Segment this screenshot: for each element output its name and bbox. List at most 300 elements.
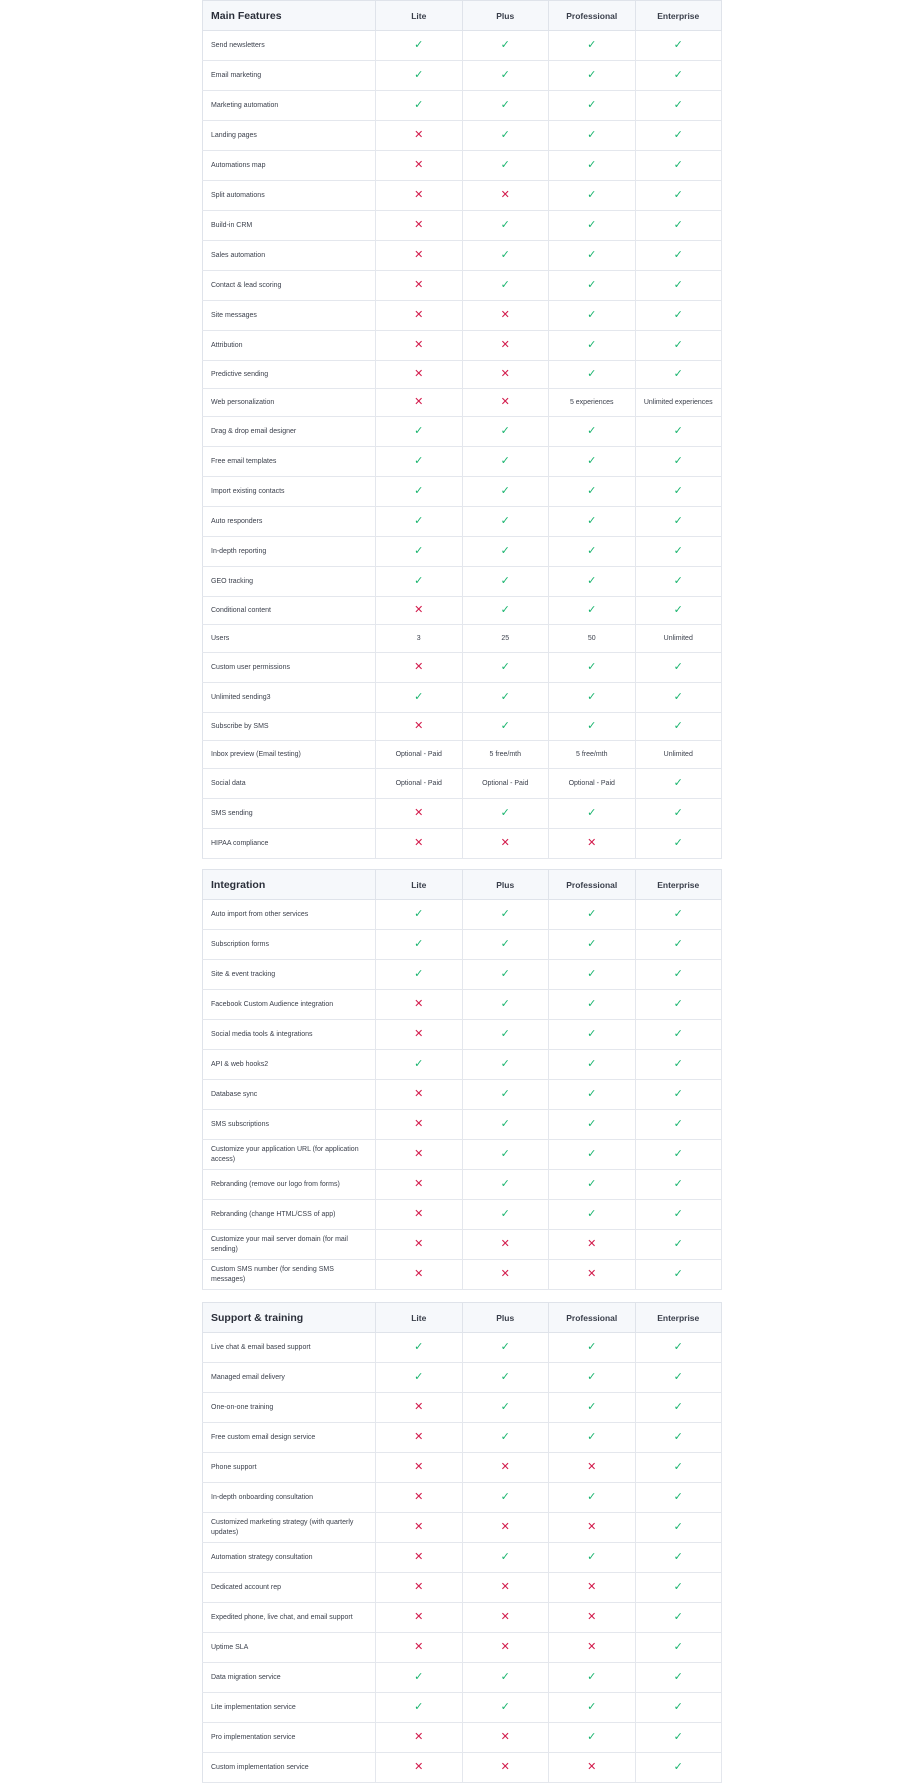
feature-label: Database sync bbox=[203, 1080, 376, 1110]
table-row bbox=[203, 477, 722, 507]
plan-header-professional: Professional bbox=[549, 1303, 636, 1333]
table-header-row bbox=[203, 1303, 722, 1333]
cell-professional bbox=[549, 1363, 636, 1393]
cell-enterprise bbox=[635, 597, 722, 625]
cell-enterprise bbox=[635, 567, 722, 597]
cell-enterprise bbox=[635, 537, 722, 567]
table-row bbox=[203, 1393, 722, 1423]
checkmark-icon: ✓ bbox=[673, 99, 683, 111]
cross-icon: ✕ bbox=[587, 1268, 597, 1280]
cell-plus bbox=[462, 181, 549, 211]
checkmark-icon: ✓ bbox=[673, 39, 683, 51]
checkmark-icon: ✓ bbox=[500, 425, 510, 437]
cell-professional bbox=[549, 1663, 636, 1693]
feature-label: Sales automation bbox=[203, 241, 376, 271]
cell-plus bbox=[462, 1200, 549, 1230]
cell-plus bbox=[462, 211, 549, 241]
cell-lite bbox=[376, 507, 463, 537]
cell-professional bbox=[549, 960, 636, 990]
checkmark-icon: ✓ bbox=[587, 219, 597, 231]
checkmark-icon: ✓ bbox=[587, 279, 597, 291]
checkmark-icon: ✓ bbox=[414, 69, 424, 81]
checkmark-icon: ✓ bbox=[673, 1641, 683, 1653]
feature-label: Marketing automation bbox=[203, 91, 376, 121]
feature-label: Attribution bbox=[203, 331, 376, 361]
table-row bbox=[203, 507, 722, 537]
cell-professional bbox=[549, 1020, 636, 1050]
feature-label: Import existing contacts bbox=[203, 477, 376, 507]
cell-enterprise bbox=[635, 1663, 722, 1693]
cell-plus bbox=[462, 1333, 549, 1363]
feature-label: Managed email delivery bbox=[203, 1363, 376, 1393]
feature-label: Dedicated account rep bbox=[203, 1573, 376, 1603]
cell-lite bbox=[376, 1663, 463, 1693]
cell-enterprise bbox=[635, 1230, 722, 1260]
cell-professional bbox=[549, 1543, 636, 1573]
checkmark-icon: ✓ bbox=[587, 1088, 597, 1100]
cross-icon: ✕ bbox=[500, 1521, 510, 1533]
feature-label: Subscribe by SMS bbox=[203, 713, 376, 741]
checkmark-icon: ✓ bbox=[673, 1431, 683, 1443]
checkmark-icon: ✓ bbox=[500, 1401, 510, 1413]
cell-plus bbox=[462, 271, 549, 301]
checkmark-icon: ✓ bbox=[673, 691, 683, 703]
table-row bbox=[203, 1663, 722, 1693]
table-row bbox=[203, 769, 722, 799]
feature-label: HIPAA compliance bbox=[203, 829, 376, 859]
checkmark-icon: ✓ bbox=[500, 661, 510, 673]
cross-icon: ✕ bbox=[414, 1268, 424, 1280]
cell-lite bbox=[376, 1753, 463, 1783]
checkmark-icon: ✓ bbox=[673, 837, 683, 849]
checkmark-icon: ✓ bbox=[500, 908, 510, 920]
cell-lite bbox=[376, 1230, 463, 1260]
cell-plus bbox=[462, 1663, 549, 1693]
table-row bbox=[203, 121, 722, 151]
table-row bbox=[203, 567, 722, 597]
cell-enterprise bbox=[635, 799, 722, 829]
feature-label: Live chat & email based support bbox=[203, 1333, 376, 1363]
cell-enterprise bbox=[635, 1483, 722, 1513]
cell-enterprise bbox=[635, 1200, 722, 1230]
cross-icon: ✕ bbox=[414, 368, 424, 380]
checkmark-icon: ✓ bbox=[673, 661, 683, 673]
checkmark-icon: ✓ bbox=[673, 1341, 683, 1353]
cell-lite bbox=[376, 1633, 463, 1663]
checkmark-icon: ✓ bbox=[673, 1761, 683, 1773]
checkmark-icon: ✓ bbox=[673, 1238, 683, 1250]
checkmark-icon: ✓ bbox=[500, 249, 510, 261]
cell-enterprise bbox=[635, 1693, 722, 1723]
cell-professional bbox=[549, 241, 636, 271]
table-row bbox=[203, 1693, 722, 1723]
checkmark-icon: ✓ bbox=[500, 545, 510, 557]
cross-icon: ✕ bbox=[414, 339, 424, 351]
checkmark-icon: ✓ bbox=[587, 1431, 597, 1443]
cell-professional bbox=[549, 91, 636, 121]
cross-icon: ✕ bbox=[414, 1641, 424, 1653]
checkmark-icon: ✓ bbox=[587, 1178, 597, 1190]
cross-icon: ✕ bbox=[414, 1028, 424, 1040]
cell-plus bbox=[462, 1170, 549, 1200]
cell-professional bbox=[549, 331, 636, 361]
cell-plus bbox=[462, 1230, 549, 1260]
cell-lite bbox=[376, 960, 463, 990]
table-row bbox=[203, 1140, 722, 1170]
checkmark-icon: ✓ bbox=[414, 485, 424, 497]
checkmark-icon: ✓ bbox=[673, 159, 683, 171]
cell-lite bbox=[376, 211, 463, 241]
checkmark-icon: ✓ bbox=[587, 69, 597, 81]
cell-enterprise bbox=[635, 1260, 722, 1290]
cell-plus bbox=[462, 331, 549, 361]
cell-professional bbox=[549, 1230, 636, 1260]
cell-professional bbox=[549, 301, 636, 331]
cell-professional: Optional - Paid bbox=[549, 769, 636, 799]
cell-enterprise bbox=[635, 181, 722, 211]
checkmark-icon: ✓ bbox=[414, 545, 424, 557]
checkmark-icon: ✓ bbox=[587, 339, 597, 351]
feature-label: API & web hooks2 bbox=[203, 1050, 376, 1080]
checkmark-icon: ✓ bbox=[587, 1371, 597, 1383]
cell-professional: 5 experiences bbox=[549, 389, 636, 417]
cell-enterprise bbox=[635, 1633, 722, 1663]
feature-label: Web personalization bbox=[203, 389, 376, 417]
checkmark-icon: ✓ bbox=[673, 807, 683, 819]
cell-plus bbox=[462, 151, 549, 181]
cross-icon: ✕ bbox=[500, 189, 510, 201]
checkmark-icon: ✓ bbox=[500, 485, 510, 497]
cross-icon: ✕ bbox=[414, 661, 424, 673]
cell-plus bbox=[462, 1050, 549, 1080]
cell-professional: 50 bbox=[549, 625, 636, 653]
cell-professional bbox=[549, 1633, 636, 1663]
cross-icon: ✕ bbox=[587, 1238, 597, 1250]
cell-professional bbox=[549, 1423, 636, 1453]
feature-label: Custom user permissions bbox=[203, 653, 376, 683]
checkmark-icon: ✓ bbox=[414, 575, 424, 587]
table-row bbox=[203, 537, 722, 567]
cell-lite bbox=[376, 241, 463, 271]
cross-icon: ✕ bbox=[500, 339, 510, 351]
cell-plus bbox=[462, 477, 549, 507]
checkmark-icon: ✓ bbox=[500, 1431, 510, 1443]
table-row bbox=[203, 301, 722, 331]
cell-enterprise bbox=[635, 653, 722, 683]
cell-professional bbox=[549, 799, 636, 829]
table-row bbox=[203, 741, 722, 769]
checkmark-icon: ✓ bbox=[414, 425, 424, 437]
table-row bbox=[203, 1483, 722, 1513]
feature-label: Automation strategy consultation bbox=[203, 1543, 376, 1573]
cell-lite bbox=[376, 900, 463, 930]
checkmark-icon: ✓ bbox=[587, 99, 597, 111]
table-row bbox=[203, 1333, 722, 1363]
checkmark-icon: ✓ bbox=[500, 1671, 510, 1683]
cell-lite: 3 bbox=[376, 625, 463, 653]
feature-label: Expedited phone, live chat, and email support bbox=[203, 1603, 376, 1633]
cell-enterprise bbox=[635, 1423, 722, 1453]
cell-enterprise bbox=[635, 1723, 722, 1753]
table-row bbox=[203, 829, 722, 859]
cell-enterprise bbox=[635, 121, 722, 151]
feature-label: Conditional content bbox=[203, 597, 376, 625]
checkmark-icon: ✓ bbox=[673, 1028, 683, 1040]
cell-lite bbox=[376, 1080, 463, 1110]
cell-plus bbox=[462, 61, 549, 91]
table-row bbox=[203, 990, 722, 1020]
checkmark-icon: ✓ bbox=[587, 309, 597, 321]
cell-professional bbox=[549, 1170, 636, 1200]
checkmark-icon: ✓ bbox=[673, 1671, 683, 1683]
checkmark-icon: ✓ bbox=[673, 604, 683, 616]
feature-label: SMS subscriptions bbox=[203, 1110, 376, 1140]
table-row bbox=[203, 1020, 722, 1050]
section-title: Main Features bbox=[203, 1, 376, 31]
feature-label: Uptime SLA bbox=[203, 1633, 376, 1663]
cell-plus bbox=[462, 31, 549, 61]
table-row bbox=[203, 417, 722, 447]
checkmark-icon: ✓ bbox=[673, 1268, 683, 1280]
checkmark-icon: ✓ bbox=[414, 1341, 424, 1353]
cell-lite bbox=[376, 1050, 463, 1080]
checkmark-icon: ✓ bbox=[673, 1178, 683, 1190]
cell-enterprise bbox=[635, 91, 722, 121]
checkmark-icon: ✓ bbox=[414, 1058, 424, 1070]
cross-icon: ✕ bbox=[414, 279, 424, 291]
table-row bbox=[203, 1573, 722, 1603]
checkmark-icon: ✓ bbox=[587, 249, 597, 261]
checkmark-icon: ✓ bbox=[673, 545, 683, 557]
checkmark-icon: ✓ bbox=[414, 99, 424, 111]
cross-icon: ✕ bbox=[414, 1148, 424, 1160]
section-title: Integration bbox=[203, 870, 376, 900]
checkmark-icon: ✓ bbox=[673, 1521, 683, 1533]
cell-lite bbox=[376, 1333, 463, 1363]
cell-plus bbox=[462, 1723, 549, 1753]
cell-plus bbox=[462, 1543, 549, 1573]
cross-icon: ✕ bbox=[500, 1611, 510, 1623]
checkmark-icon: ✓ bbox=[587, 998, 597, 1010]
cell-professional bbox=[549, 31, 636, 61]
checkmark-icon: ✓ bbox=[673, 279, 683, 291]
checkmark-icon: ✓ bbox=[673, 339, 683, 351]
cell-plus bbox=[462, 1260, 549, 1290]
checkmark-icon: ✓ bbox=[587, 575, 597, 587]
cell-plus bbox=[462, 1573, 549, 1603]
table-row bbox=[203, 1513, 722, 1543]
cross-icon: ✕ bbox=[414, 396, 424, 408]
feature-label: Predictive sending bbox=[203, 361, 376, 389]
cell-lite bbox=[376, 301, 463, 331]
cell-plus: Optional - Paid bbox=[462, 769, 549, 799]
cross-icon: ✕ bbox=[414, 1461, 424, 1473]
cell-plus bbox=[462, 1140, 549, 1170]
checkmark-icon: ✓ bbox=[414, 968, 424, 980]
checkmark-icon: ✓ bbox=[500, 720, 510, 732]
cell-plus bbox=[462, 1423, 549, 1453]
feature-label: Auto responders bbox=[203, 507, 376, 537]
table-row bbox=[203, 331, 722, 361]
checkmark-icon: ✓ bbox=[500, 691, 510, 703]
cell-enterprise bbox=[635, 1080, 722, 1110]
cross-icon: ✕ bbox=[500, 368, 510, 380]
cell-plus bbox=[462, 537, 549, 567]
cell-enterprise bbox=[635, 1170, 722, 1200]
cell-lite bbox=[376, 1483, 463, 1513]
cell-lite bbox=[376, 389, 463, 417]
table-row bbox=[203, 31, 722, 61]
cell-plus bbox=[462, 597, 549, 625]
checkmark-icon: ✓ bbox=[500, 515, 510, 527]
cross-icon: ✕ bbox=[587, 1581, 597, 1593]
checkmark-icon: ✓ bbox=[673, 1581, 683, 1593]
feature-label: Rebranding (change HTML/CSS of app) bbox=[203, 1200, 376, 1230]
cell-professional bbox=[549, 151, 636, 181]
checkmark-icon: ✓ bbox=[587, 1551, 597, 1563]
checkmark-icon: ✓ bbox=[587, 661, 597, 673]
cell-professional bbox=[549, 477, 636, 507]
cell-enterprise bbox=[635, 769, 722, 799]
feature-label: Email marketing bbox=[203, 61, 376, 91]
checkmark-icon: ✓ bbox=[500, 69, 510, 81]
plan-header-professional: Professional bbox=[549, 1, 636, 31]
checkmark-icon: ✓ bbox=[673, 938, 683, 950]
feature-label: Customized marketing strategy (with quarterly updates) bbox=[203, 1513, 376, 1543]
plan-header-plus: Plus bbox=[462, 870, 549, 900]
checkmark-icon: ✓ bbox=[587, 1671, 597, 1683]
checkmark-icon: ✓ bbox=[414, 691, 424, 703]
plan-header-plus: Plus bbox=[462, 1303, 549, 1333]
cell-lite bbox=[376, 1110, 463, 1140]
checkmark-icon: ✓ bbox=[587, 129, 597, 141]
checkmark-icon: ✓ bbox=[673, 908, 683, 920]
cell-lite bbox=[376, 567, 463, 597]
cell-lite bbox=[376, 1363, 463, 1393]
cell-professional bbox=[549, 507, 636, 537]
checkmark-icon: ✓ bbox=[587, 159, 597, 171]
cell-enterprise bbox=[635, 1140, 722, 1170]
cell-enterprise bbox=[635, 1020, 722, 1050]
checkmark-icon: ✓ bbox=[500, 1551, 510, 1563]
cell-professional bbox=[549, 1723, 636, 1753]
table-row bbox=[203, 1170, 722, 1200]
feature-label: Send newsletters bbox=[203, 31, 376, 61]
checkmark-icon: ✓ bbox=[500, 219, 510, 231]
cross-icon: ✕ bbox=[414, 1731, 424, 1743]
table-row bbox=[203, 597, 722, 625]
checkmark-icon: ✓ bbox=[587, 807, 597, 819]
cell-plus bbox=[462, 900, 549, 930]
cross-icon: ✕ bbox=[500, 1238, 510, 1250]
checkmark-icon: ✓ bbox=[500, 998, 510, 1010]
checkmark-icon: ✓ bbox=[587, 1731, 597, 1743]
cell-enterprise bbox=[635, 1573, 722, 1603]
feature-label: Data migration service bbox=[203, 1663, 376, 1693]
cross-icon: ✕ bbox=[414, 249, 424, 261]
cell-lite bbox=[376, 447, 463, 477]
cell-professional bbox=[549, 1693, 636, 1723]
cell-enterprise bbox=[635, 507, 722, 537]
cell-enterprise bbox=[635, 829, 722, 859]
checkmark-icon: ✓ bbox=[587, 1118, 597, 1130]
checkmark-icon: ✓ bbox=[673, 1148, 683, 1160]
checkmark-icon: ✓ bbox=[500, 1341, 510, 1353]
cell-enterprise bbox=[635, 271, 722, 301]
checkmark-icon: ✓ bbox=[500, 129, 510, 141]
table-row bbox=[203, 625, 722, 653]
checkmark-icon: ✓ bbox=[500, 1178, 510, 1190]
cell-enterprise bbox=[635, 960, 722, 990]
table-row bbox=[203, 389, 722, 417]
cell-plus bbox=[462, 417, 549, 447]
plan-header-lite: Lite bbox=[376, 1303, 463, 1333]
cell-professional bbox=[549, 829, 636, 859]
cell-plus bbox=[462, 447, 549, 477]
cross-icon: ✕ bbox=[414, 604, 424, 616]
checkmark-icon: ✓ bbox=[500, 807, 510, 819]
cross-icon: ✕ bbox=[414, 1611, 424, 1623]
table-row bbox=[203, 1753, 722, 1783]
checkmark-icon: ✓ bbox=[587, 368, 597, 380]
cell-plus bbox=[462, 1513, 549, 1543]
checkmark-icon: ✓ bbox=[587, 720, 597, 732]
checkmark-icon: ✓ bbox=[500, 1208, 510, 1220]
cell-plus bbox=[462, 1753, 549, 1783]
cell-enterprise bbox=[635, 1543, 722, 1573]
cross-icon: ✕ bbox=[414, 129, 424, 141]
table-row bbox=[203, 1050, 722, 1080]
cell-enterprise bbox=[635, 1363, 722, 1393]
checkmark-icon: ✓ bbox=[500, 279, 510, 291]
cross-icon: ✕ bbox=[587, 1641, 597, 1653]
cell-lite bbox=[376, 271, 463, 301]
checkmark-icon: ✓ bbox=[673, 1611, 683, 1623]
cell-enterprise bbox=[635, 930, 722, 960]
cell-enterprise bbox=[635, 31, 722, 61]
feature-label: Customize your mail server domain (for mail sending) bbox=[203, 1230, 376, 1260]
cell-lite: Optional - Paid bbox=[376, 741, 463, 769]
checkmark-icon: ✓ bbox=[500, 1058, 510, 1070]
feature-label: Rebranding (remove our logo from forms) bbox=[203, 1170, 376, 1200]
cell-professional bbox=[549, 713, 636, 741]
table-row bbox=[203, 61, 722, 91]
cell-enterprise bbox=[635, 1603, 722, 1633]
checkmark-icon: ✓ bbox=[587, 425, 597, 437]
cell-plus bbox=[462, 930, 549, 960]
feature-label: Automations map bbox=[203, 151, 376, 181]
cell-professional bbox=[549, 597, 636, 625]
cell-enterprise bbox=[635, 211, 722, 241]
feature-label: Users bbox=[203, 625, 376, 653]
checkmark-icon: ✓ bbox=[673, 1058, 683, 1070]
table-row bbox=[203, 1363, 722, 1393]
cell-plus: 5 free/mth bbox=[462, 741, 549, 769]
cell-plus bbox=[462, 241, 549, 271]
cell-plus bbox=[462, 1110, 549, 1140]
checkmark-icon: ✓ bbox=[673, 777, 683, 789]
cell-lite bbox=[376, 1543, 463, 1573]
cross-icon: ✕ bbox=[414, 309, 424, 321]
table-row bbox=[203, 361, 722, 389]
feature-label: Social media tools & integrations bbox=[203, 1020, 376, 1050]
checkmark-icon: ✓ bbox=[673, 998, 683, 1010]
feature-label: In-depth reporting bbox=[203, 537, 376, 567]
main-features-table bbox=[202, 0, 722, 859]
cell-enterprise bbox=[635, 447, 722, 477]
cell-lite: Optional - Paid bbox=[376, 769, 463, 799]
cell-professional bbox=[549, 1573, 636, 1603]
